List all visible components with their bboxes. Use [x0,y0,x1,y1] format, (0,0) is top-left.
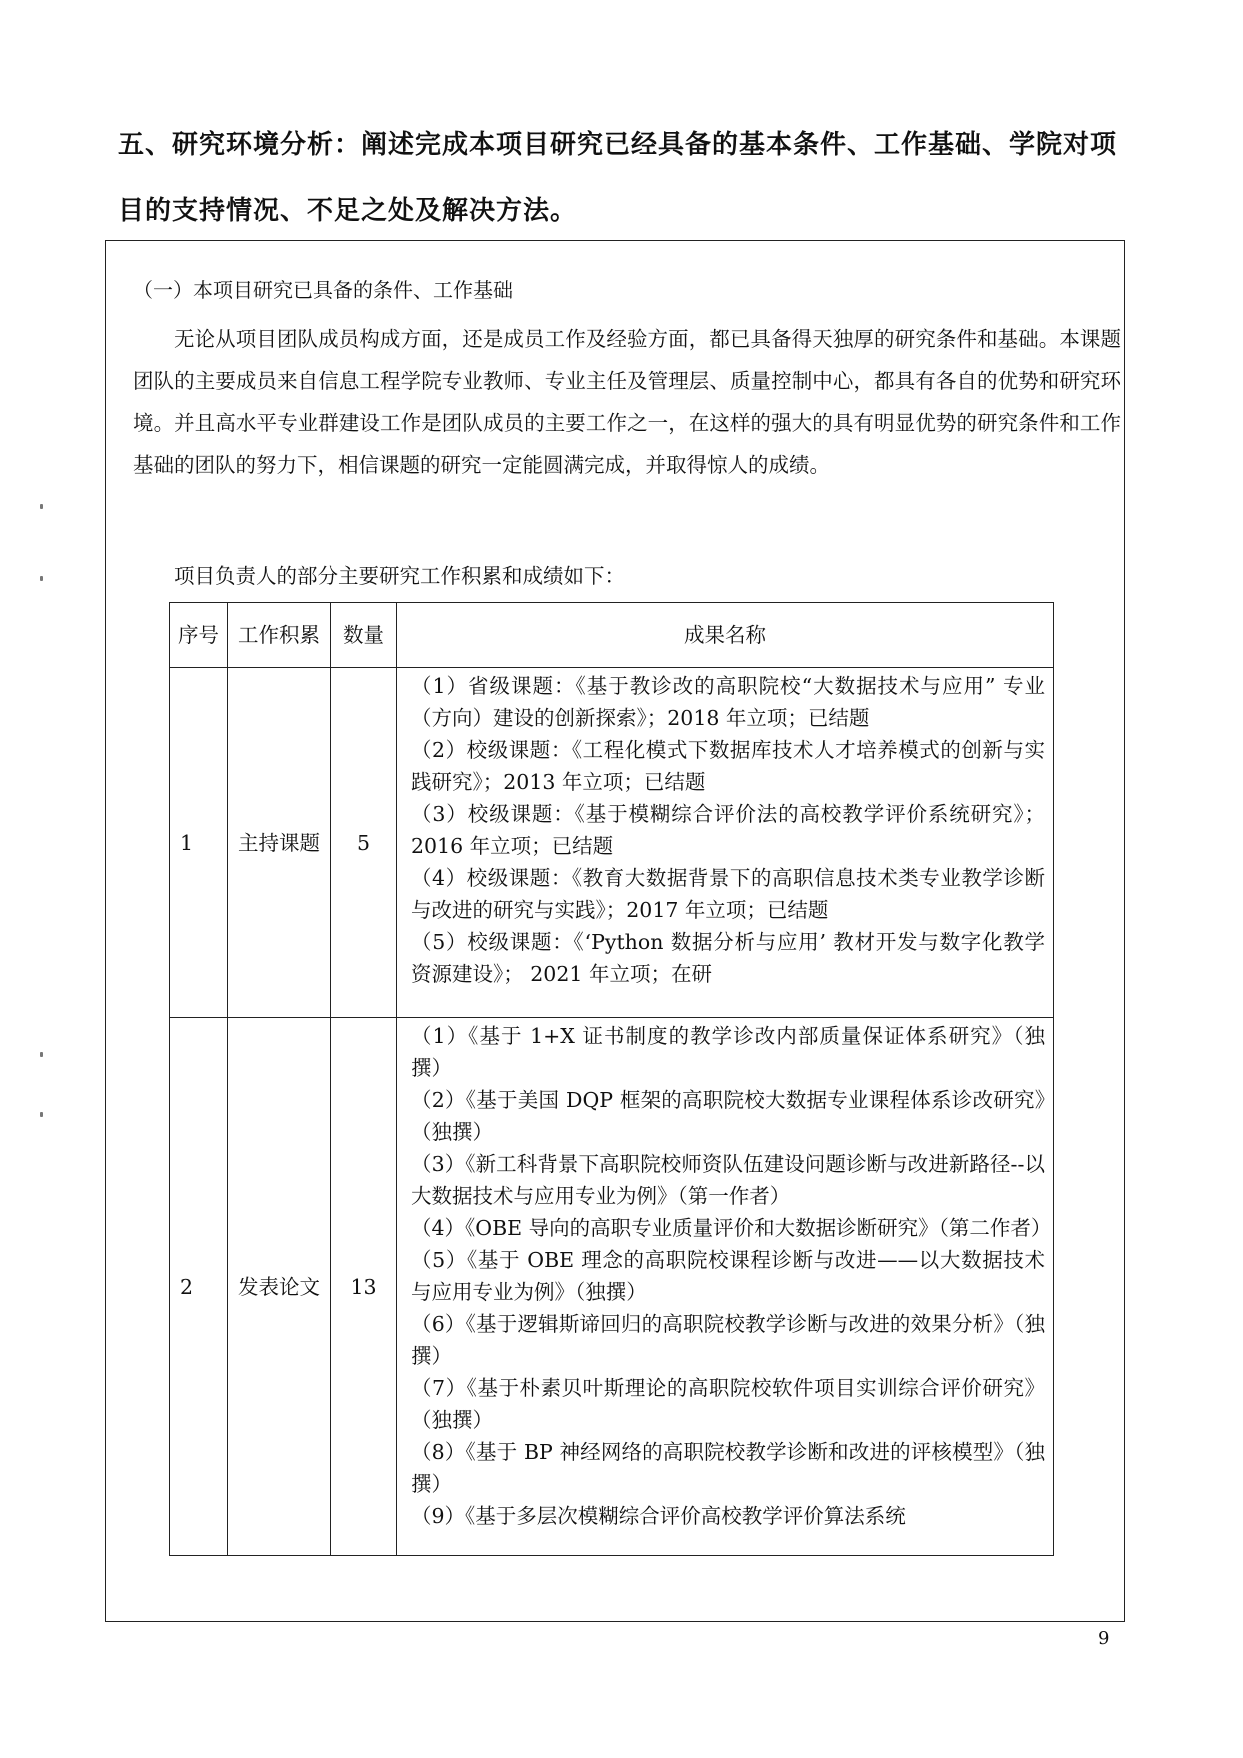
header-count: 数量 [331,603,397,668]
table-row [170,668,1054,1018]
subsection-title: （一）本项目研究已具备的条件、工作基础 [133,278,513,302]
result-item: （4）校级课题：《教育大数据背景下的高职信息技术类专业教学诊断与改进的研究与实践》；2017 年立项；已结题 [411,866,1045,922]
result-item: （8）《基于 BP 神经网络的高职院校教学诊断和改进的评核模型》（独撰） [411,1440,1045,1496]
row-type: 主持课题 [228,668,331,1018]
result-item: （3）《新工科背景下高职院校师资队伍建设问题诊断与改进新路径--以大数据技术与应用专业为例》（第一作者） [411,1152,1045,1208]
header-result: 成果名称 [397,603,1054,668]
result-item: （3）校级课题：《基于模糊综合评价法的高校教学评价系统研究》； 2016 年立项；已结题 [411,802,1045,858]
row-count: 5 [331,668,397,1018]
header-type: 工作积累 [228,603,331,668]
header-no: 序号 [170,603,228,668]
row-no: 1 [170,668,228,1018]
page-number: 9 [1098,1628,1110,1649]
result-item: （5）校级课题：《‘Python 数据分析与应用’ 教材开发与数字化教学资源建设》； 2021 年立项；在研 [411,930,1045,986]
row-type: 发表论文 [228,1018,331,1556]
table-intro: 项目负责人的部分主要研究工作积累和成绩如下： [174,564,625,588]
section-heading: 五、研究环境分析：阐述完成本项目研究已经具备的基本条件、工作基础、学院对项目的支持情况、不足之处及解决方法。 [118,130,1118,226]
table-row [170,1018,1054,1556]
row-results [397,1018,1054,1556]
achievements-table [169,602,1054,1556]
result-item: （2）《基于美国 DQP 框架的高职院校大数据专业课程体系诊改研究》（独撰） [411,1088,1045,1144]
row-count: 13 [331,1018,397,1556]
scan-mark [40,1112,43,1117]
scan-mark [40,504,43,509]
result-item: （1）《基于 1+X 证书制度的教学诊改内部质量保证体系研究》（独撰） [411,1024,1045,1080]
table-header-row [170,603,1054,668]
result-item: （2）校级课题：《工程化模式下数据库技术人才培养模式的创新与实践研究》；2013 年立项；已结题 [411,738,1045,794]
row-results [397,668,1054,1018]
result-item: （7）《基于朴素贝叶斯理论的高职院校软件项目实训综合评价研究》（独撰） [411,1376,1045,1432]
result-item: （5）《基于 OBE 理念的高职院校课程诊断与改进——以大数据技术与应用专业为例》（独撰） [411,1248,1045,1304]
scan-mark [40,576,43,581]
body-paragraph: 无论从项目团队成员构成方面，还是成员工作及经验方面，都已具备得天独厚的研究条件和基础。本课题团队的主要成员来自信息工程学院专业教师、专业主任及管理层、质量控制中心，都具有各自的优势和研究环境。并且高水平专业群建设工作是团队成员的主要工作之一，在这样的强大的具有明显优势的研究条件和工作基础的团队的努力下，相信课题的研究一定能圆满完成，并取得惊人的成绩。 [133,327,1121,477]
row-no: 2 [170,1018,228,1556]
result-item: （1）省级课题：《基于教诊改的高职院校“大数据技术与应用” 专业（方向）建设的创新探索》；2018 年立项；已结题 [411,674,1045,730]
result-item: （9）《基于多层次模糊综合评价高校教学评价算法系统 [411,1504,906,1528]
result-item: （4）《OBE 导向的高职专业质量评价和大数据诊断研究》（第二作者） [411,1216,1052,1240]
result-item: （6）《基于逻辑斯谛回归的高职院校教学诊断与改进的效果分析》（独撰） [411,1312,1045,1368]
scan-mark [40,1052,43,1057]
